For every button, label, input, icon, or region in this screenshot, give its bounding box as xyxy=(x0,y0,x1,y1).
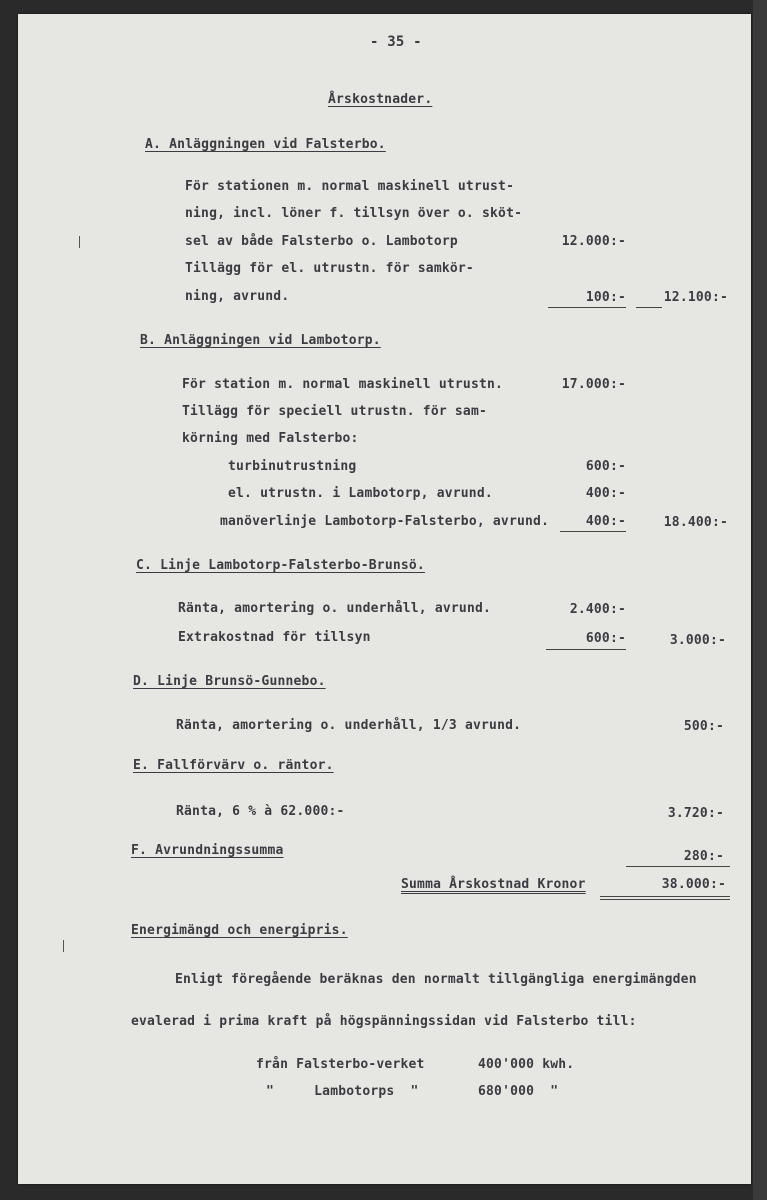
section-e-heading: E. Fallförvärv o. räntor. xyxy=(133,758,334,773)
section-b-amount: 400:- xyxy=(585,514,626,529)
section-a-line: För stationen m. normal maskinell utrust- xyxy=(185,179,515,194)
section-a-line: ning, avrund. xyxy=(185,289,290,304)
section-b-amount: 17.000:- xyxy=(561,377,626,392)
section-e-total: 3.720:- xyxy=(667,806,724,821)
section-f-total: 280:- xyxy=(683,849,724,864)
section-b-amount: 600:- xyxy=(585,459,626,474)
section-a-amount: 12.000:- xyxy=(561,234,626,249)
page-title: Årskostnader. xyxy=(328,92,433,107)
section-c-heading: C. Linje Lambotorp-Falsterbo-Brunsö. xyxy=(136,558,425,573)
sum-line xyxy=(600,899,730,900)
section-a-line: Tillägg för el. utrustn. för samkör- xyxy=(185,261,474,276)
section-b-amount: 400:- xyxy=(585,486,626,501)
energy-row-value: 680'000 " xyxy=(478,1084,559,1099)
section-d-heading: D. Linje Brunsö-Gunnebo. xyxy=(133,674,326,689)
section-b-line: körning med Falsterbo: xyxy=(182,431,359,446)
section-b-total: 18.400:- xyxy=(663,515,728,530)
energy-paragraph: Enligt föregående beräknas den normalt tillgängliga energimängden xyxy=(175,972,697,987)
section-b-line: turbinutrustning xyxy=(228,459,357,474)
sum-line xyxy=(546,649,626,650)
energy-row-value: 400'000 kwh. xyxy=(478,1057,575,1072)
section-c-amount: 2.400:- xyxy=(569,602,626,617)
section-a-line: ning, incl. löner f. tillsyn över o. sköt- xyxy=(185,206,523,221)
section-b-line: el. utrustn. i Lambotorp, avrund. xyxy=(228,486,493,501)
sum-line xyxy=(560,531,626,532)
sum-line xyxy=(636,307,662,308)
summary-label: Summa Årskostnad Kronor xyxy=(401,877,586,892)
section-a-heading: A. Anläggningen vid Falsterbo. xyxy=(145,137,386,152)
section-b-line: manöverlinje Lambotorp-Falsterbo, avrund. xyxy=(220,514,550,529)
section-b-line: Tillägg för speciell utrustn. för sam- xyxy=(182,404,488,419)
section-f-heading: F. Avrundningssumma xyxy=(131,843,284,858)
section-b-heading: B. Anläggningen vid Lambotorp. xyxy=(140,333,381,348)
energy-heading: Energimängd och energipris. xyxy=(131,923,348,938)
page-number: - 35 - xyxy=(370,34,422,50)
section-e-line: Ränta, 6 % à 62.000:- xyxy=(176,804,345,819)
summary-total: 38.000:- xyxy=(661,877,726,892)
section-a-total: 12.100:- xyxy=(663,290,728,305)
section-d-line: Ränta, amortering o. underhåll, 1/3 avrund. xyxy=(176,718,522,733)
energy-row-source: från Falsterbo-verket xyxy=(256,1057,425,1072)
margin-mark xyxy=(79,236,80,248)
section-a-line: sel av både Falsterbo o. Lambotorp xyxy=(185,234,458,249)
section-d-total: 500:- xyxy=(683,719,724,734)
sum-line xyxy=(600,896,730,897)
energy-paragraph: evalerad i prima kraft på högspänningssidan vid Falsterbo till: xyxy=(131,1014,637,1029)
section-b-line: För station m. normal maskinell utrustn. xyxy=(182,377,504,392)
section-c-line: Extrakostnad för tillsyn xyxy=(178,630,371,645)
section-c-line: Ränta, amortering o. underhåll, avrund. xyxy=(178,601,492,616)
scan-edge xyxy=(753,0,767,1200)
section-c-total: 3.000:- xyxy=(669,633,726,648)
margin-mark xyxy=(63,940,64,952)
energy-row-source: " Lambotorps " xyxy=(266,1084,419,1099)
section-a-amount: 100:- xyxy=(585,290,626,305)
sum-line xyxy=(548,307,626,308)
section-c-amount: 600:- xyxy=(585,631,626,646)
sum-line xyxy=(626,866,730,867)
